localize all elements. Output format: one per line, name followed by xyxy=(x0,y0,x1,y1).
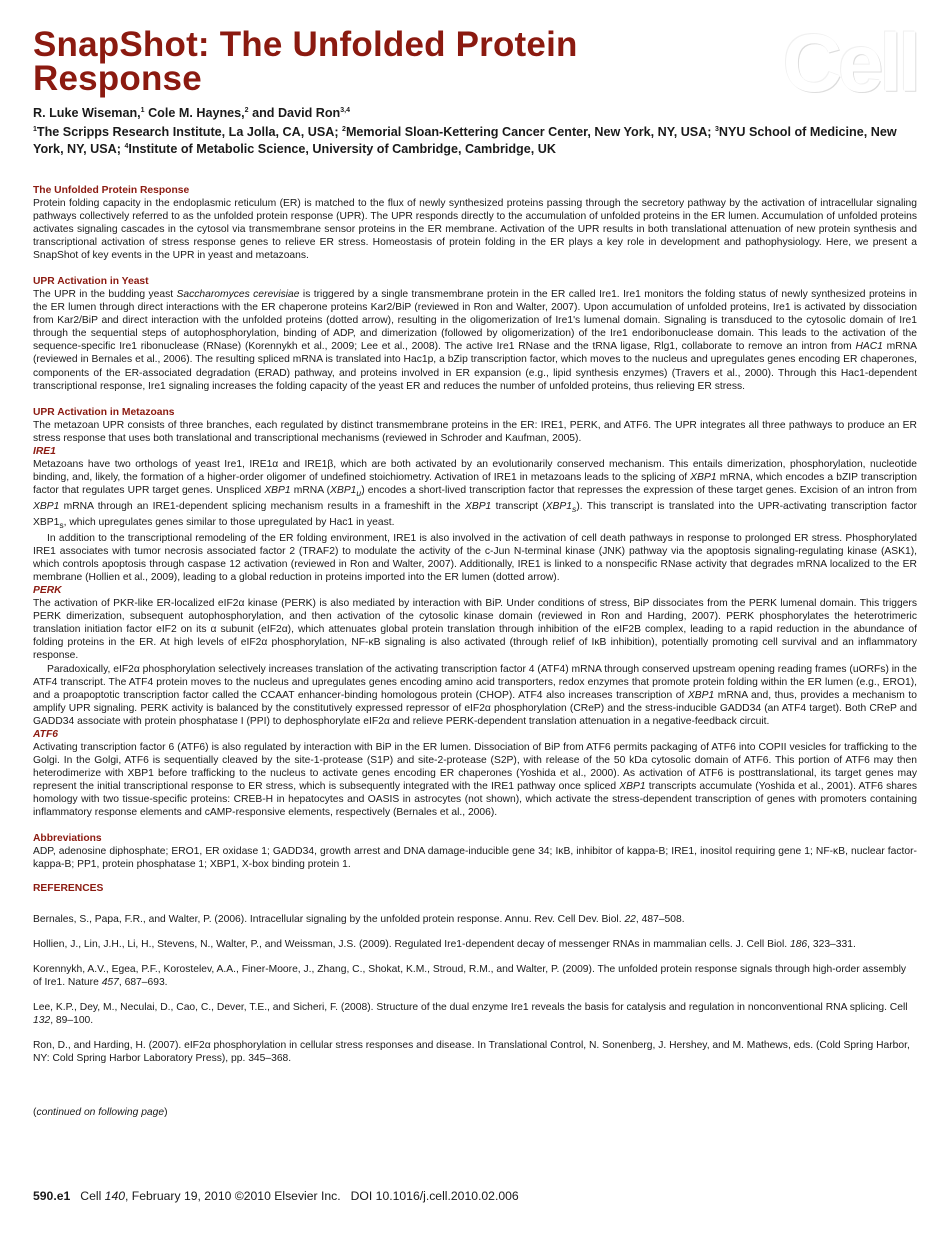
section-metazoans xyxy=(33,406,917,819)
author-name: Cole M. Haynes, xyxy=(144,106,245,120)
subsection-heading-perk: PERK xyxy=(33,585,62,597)
affil-sup: 2 xyxy=(342,125,346,133)
page-footer xyxy=(33,1189,519,1203)
affiliation: The Scripps Research Institute, La Jolla, CA, USA; xyxy=(36,125,343,139)
title-line-2: Response xyxy=(33,59,202,98)
section-paragraph: The metazoan UPR consists of three branches, each regulated by distinct transmembrane proteins in the ER: IRE1, PERK, and ATF6. The UPR integrates all three pathways to produce an ER stress response that uses both translational and transcriptional mechanisms (reviewed in Schroder and Kaufman, 2005). xyxy=(33,419,917,444)
section-abbreviations xyxy=(33,832,917,871)
author-affil-sup: 1 xyxy=(140,106,145,114)
reference-item: Korennykh, A.V., Egea, P.F., Korostelev, A.A., Finer-Moore, J., Zhang, C., Shokat, K.M., Stroud, R.M., and Walter, P. (2009). The unfolded protein response signals through high-order assembly of Ire1. Nature 457, 687–693. xyxy=(33,964,907,989)
gene-name: HAC1 xyxy=(855,341,883,353)
page-title xyxy=(33,25,917,98)
reference-item: Hollien, J., Lin, J.H., Li, H., Stevens, N., Walter, P., and Weissman, J.S. (2009). Regulated Ire1-dependent decay of messenger RNAs in mammalian cells. J. Cell Biol. 186, 323–331. xyxy=(33,939,856,951)
reference-item: Bernales, S., Papa, F.R., and Walter, P. (2006). Intracellular signaling by the unfolded protein response. Annu. Rev. Cell Dev. Biol. 22, 487–508. xyxy=(33,914,685,926)
affil-sup: 1 xyxy=(33,125,37,133)
section-heading: UPR Activation in Metazoans xyxy=(33,406,175,418)
section-heading: UPR Activation in Yeast xyxy=(33,276,149,288)
perk-paragraph-2: Paradoxically, eIF2α phosphorylation selectively increases translation of the activating transcription factor 4 (ATF4) mRNA through conserved upstream opening reading frames (uORFs) in the ATF4 transcript. The ATF4 protein moves to the nucleus and upregulates genes encoding amino acid transporters, redox enzymes that promote protein folding within the ER lumen (e.g., ERO1), and a proapoptotic transcription factor called the CCAAT enhancer-binding homologous protein (CHOP). ATF4 also increases transcription of XBP1 mRNA and, thus, provides a mechanism to amplify UPR signaling. PERK activity is balanced by the constitutively expressed repressor of eIF2α phosphorylation (CReP) and the stress-inducible GADD34 (an ATF4 target). Both CReP and GADD34 associate with protein phosphatase I (PPI) to dephosphorylate eIF2α and relieve PERK-dependent translation attenuation in a negative-feedback circuit. xyxy=(33,663,917,727)
section-paragraph: Protein folding capacity in the endoplasmic reticulum (ER) is matched to the flux of newly synthesized proteins passing through the secretory pathway by the activation of intracellular signaling pathways collectively referred to as the unfolded protein response (UPR). The UPR responds directly to the accumulation of unfolded proteins in the ER lumen. Accumulation of unfolded proteins activates signaling cascades in the cytosol via transmembrane sensor proteins in the ER membrane. Activation of the UPR results in both translational attenuation of new protein synthesis and transcriptional activation of stress response genes to relieve ER stress. Homeostasis of protein folding in the ER plays a key role in development and pathophysiology. Here, we present a SnapShot of key events in the UPR in yeast and metazoans. xyxy=(33,198,917,262)
author-affil-sup: 2 xyxy=(244,106,249,114)
author-name: and David Ron xyxy=(248,106,341,120)
page-content xyxy=(33,25,918,1119)
section-yeast xyxy=(33,275,917,392)
page-id: 590.e1 xyxy=(33,1189,71,1203)
author-name: R. Luke Wiseman, xyxy=(33,106,141,120)
section-heading: The Unfolded Protein Response xyxy=(33,185,190,196)
cell-logo: Cell xyxy=(782,18,917,109)
reference-list xyxy=(33,913,917,1065)
reference-item: Ron, D., and Harding, H. (2007). eIF2α phosphorylation in cellular stress responses and disease. In Translational Control, N. Sonenberg, J. Hershey, and M. Mathews, eds. (Cold Spring Harbor, NY: Cold Spring Harbor Laboratory Press), pp. 345–368. xyxy=(33,1040,910,1065)
journal-name: Cell xyxy=(80,1189,105,1203)
section-paragraph: The UPR in the budding yeast Saccharomyces cerevisiae is triggered by a single transmembrane protein in the ER called Ire1. Ire1 monitors the folding status of newly synthesized proteins in the ER lumen through direct interactions with the ER chaperone proteins Kar2/BiP (reviewed in Ron and Walter, 2007). Upon accumulation of unfolded proteins, Ire1 is activated by dissociation from Kar2/BiP and direct interaction with the unfolded proteins (dotted arrow), resulting in the oligomerization of Ire1's lumenal domain. Signaling is transduced to the cytosolic domain of Ire1 through the sequential steps of autophosphorylation, binding of ADP, and dimerization (followed by oligomerization) of the Ire1 endoribonuclease domain. This leads to the activation of the sequence-specific Ire1 ribonuclease (RNase) (Korennykh et al., 2009; Lee et al., 2008). The active Ire1 RNase and the tRNA ligase, Rlg1, collaborate to remove an intron from HAC1 mRNA (reviewed in Bernales et al., 2006). The resulting spliced mRNA is translated into Hac1p, a bZip transcription factor, which moves to the nucleus and upregulates genes encoding ER chaperones, components of the ER-associated degradation (ERAD) pathway, and proteins involved in ER expansion (e.g., lipid synthesis enzymes) (Travers et al., 2000). Through this Hac1-dependent transcriptional response, Ire1 signaling increases the folding capacity of the yeast ER and reduces the number of unfolded proteins, thus relieving ER stress. xyxy=(33,289,918,392)
continued-note: (continued on following page) xyxy=(33,1107,168,1119)
affiliations xyxy=(33,124,917,158)
perk-paragraph-1: The activation of PKR-like ER-localized eIF2α kinase (PERK) is also mediated by interaction with BiP. Under conditions of stress, BiP dissociates from the PERK lumenal domain. This triggers PERK dimerization, subsequent autophosphorylation, and then activation of the cytosolic kinase domain (reviewed in Ron and Harding, 2007). PERK phosphorylates the heterotrimeric translation initiation factor eIF2 on its α subunit (eIF2α), which attenuates global protein translation through inhibition of the eIF2B complex, leading to a rapid reduction in the abundance of folding proteins in the ER. At high levels of eIF2α phosphorylation, NF-κB signaling is also activated (through relief of IκB inhibition), potentially promoting cell survival and an inflammatory response. xyxy=(33,598,917,662)
ire1-paragraph-2: In addition to the transcriptional remodeling of the ER folding environment, IRE1 is also involved in the activation of cell death pathways in response to prolonged ER stress. Phosphorylated IRE1 associates with tumor necrosis associated factor 2 (TRAF2) to modulate the activity of the c-Jun N-terminal kinase (JNK) pathway via the apoptosis signaling-regulating kinase (ASK1), which controls apoptosis through caspase 12 activation (reviewed in Ron and Walter, 2007). Additionally, IRE1 is linked to a nonspecific RNase activity that degrades mRNA localized to the ER membrane (Hollien et al., 2009), leading to a global reduction in proteins imported into the ER lumen (dotted arrow). xyxy=(33,533,917,584)
journal-volume: 140 xyxy=(104,1189,126,1203)
affiliation: Institute of Metabolic Science, University of Cambridge, Cambridge, UK xyxy=(128,142,556,156)
section-heading: Abbreviations xyxy=(33,833,102,845)
date-copyright: , February 19, 2010 ©2010 Elsevier Inc. xyxy=(125,1189,341,1203)
ire1-paragraph-1: Metazoans have two orthologs of yeast Ire1, IRE1α and IRE1β, which are both activated by an evolutionarily conserved mechanism. This entails dimerization, phosphorylation, nucleotide binding, and, likely, the formation of a higher-order oligomer of undefined stoichiometry. Activation of IRE1 in metazoans leads to the splicing of XBP1 mRNA, which encodes a bZIP transcription factor that regulates UPR target genes. Unspliced XBP1 mRNA $(XBP1_u)$ encodes a short-lived transcription factor that represses the expression of these target genes. Excision of an intron from XBP1 mRNA through an IRE1-dependent splicing mechanism results in a frameshift in the XBP1 transcript $(XBP1_s)$. This transcript is translated into the UPR-activating transcription factor $XBP1_s$, which upregulates genes similar to those upregulated by Hac1 in yeast. xyxy=(33,458,917,531)
doi: DOI 10.1016/j.cell.2010.02.006 xyxy=(350,1189,519,1203)
subsection-heading-atf6: ATF6 xyxy=(33,728,58,740)
author-list xyxy=(33,105,917,121)
title-line-1: SnapShot: The Unfolded Protein xyxy=(33,25,578,64)
affiliation: Memorial Sloan-Kettering Cancer Center, New York, NY, USA; xyxy=(345,125,715,139)
subsection-heading-ire1: IRE1 xyxy=(33,445,56,457)
affil-sup: 3 xyxy=(714,125,719,133)
author-affil-sup: 3,4 xyxy=(340,106,350,114)
section-upr xyxy=(33,184,917,262)
references-heading: REFERENCES xyxy=(33,883,104,895)
abbreviations-text: ADP, adenosine diphosphate; ERO1, ER oxidase 1; GADD34, growth arrest and DNA damage-inducible gene 34; IκB, inhibitor of kappa-B; IRE1, inositol requiring gene 1; NF-κB, nuclear factor-kappa-B; PP1, protein phosphatase 1; XBP1, X-box binding protein 1. xyxy=(33,846,917,871)
species-name: Saccharomyces cerevisiae xyxy=(176,289,300,301)
affiliation: NYU School of Medicine, New York, NY, USA; xyxy=(33,125,897,156)
affil-sup: 4 xyxy=(124,142,129,150)
reference-item: Lee, K.P., Dey, M., Neculai, D., Cao, C., Dever, T.E., and Sicheri, F. (2008). Structure of the dual enzyme Ire1 reveals the basis for catalysis and regulation in nonconventional RNA splicing. Cell 132, 89–100. xyxy=(33,1002,908,1027)
atf6-paragraph: Activating transcription factor 6 (ATF6) is also regulated by interaction with BiP in the ER lumen. Dissociation of BiP from ATF6 permits packaging of ATF6 into COPII vesicles for trafficking to the Golgi. In the Golgi, ATF6 is sequentially cleaved by the site-1-protease (S1P) and site-2-protease (S2P), with release of the 50 kDa cytosolic domain of ATF6. This portion of ATF6 may then heterodimerize with XBP1 before trafficking to the nucleus to activate genes encoding ER chaperones (Yoshida et al., 2000). As activation of ATF6 is posttranslational, its target genes may represent the initial transcriptional response to ER stress, which is subsequently integrated with the IRE1 pathway once spliced XBP1 transcripts accumulate (Yoshida et al., 2001). ATF6 shares homology with two tissue-specific proteins: CREB-H in hepatocytes and OASIS in astrocytes (not shown), which activate the stress-dependent transcription of genes with promoters containing inflammatory response elements and cAMP-responsive elements, respectively (Bernales et al., 2006). xyxy=(33,741,917,818)
